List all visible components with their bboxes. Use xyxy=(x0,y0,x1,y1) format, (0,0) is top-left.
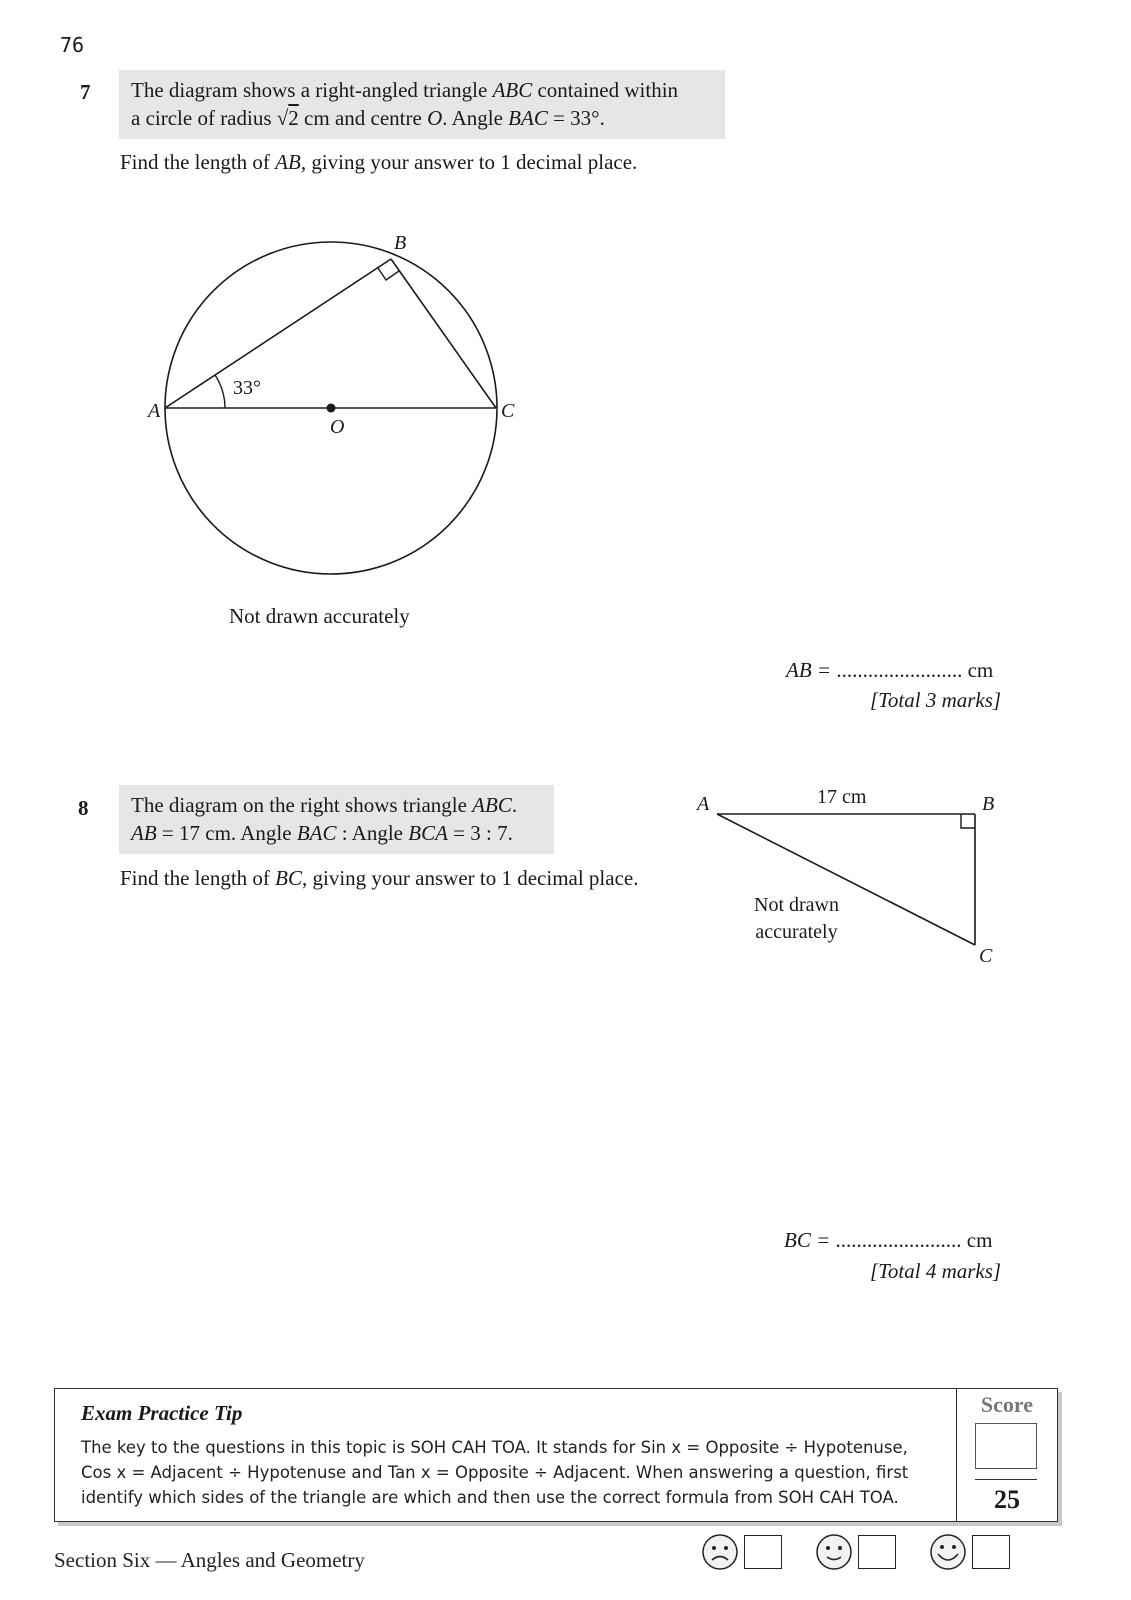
score-input-box[interactable] xyxy=(975,1423,1037,1469)
tip-line-1: The key to the questions in this topic is SOH CAH TOA. It stands for Sin x = Opposite ÷ Hypotenuse, xyxy=(81,1438,908,1457)
sad-face-icon xyxy=(700,1532,740,1572)
question-7-instruction xyxy=(120,150,637,175)
neutral-face-icon xyxy=(814,1532,854,1572)
question-7-answer-line xyxy=(786,658,993,683)
text-italic: ABC xyxy=(472,793,512,817)
label-b: B xyxy=(394,232,407,254)
text: , giving your answer to 1 decimal place. xyxy=(300,150,638,174)
question-7-number: 7 xyxy=(80,80,91,104)
text-italic: BAC xyxy=(508,106,548,130)
question-8-box-line-1 xyxy=(131,791,542,819)
tip-body xyxy=(81,1435,941,1510)
happy-rating-checkbox[interactable] xyxy=(972,1535,1010,1569)
label-a: A xyxy=(148,400,161,422)
label-b: B xyxy=(982,793,995,815)
text-italic: BCA xyxy=(408,821,448,845)
question-7-box-line-2 xyxy=(131,104,713,132)
question-8-instruction xyxy=(120,866,638,891)
score-total: 25 xyxy=(994,1485,1020,1514)
right-angle-marker xyxy=(961,814,975,828)
neutral-rating-checkbox[interactable] xyxy=(858,1535,896,1569)
text-italic: ABC xyxy=(492,78,533,102)
side-ab xyxy=(165,259,391,408)
question-8-number: 8 xyxy=(78,796,89,820)
text-italic: BC xyxy=(275,866,302,890)
side-length-label: 17 cm xyxy=(817,786,867,808)
score-column xyxy=(956,1389,1057,1521)
text: . Angle xyxy=(442,106,509,130)
note-line-2: accurately xyxy=(755,921,838,943)
answer-label: AB = xyxy=(786,658,837,682)
happy-face-icon xyxy=(928,1532,968,1572)
exam-practice-tip-box xyxy=(54,1388,1058,1522)
answer-blank[interactable]: ........................ xyxy=(835,1228,962,1252)
answer-unit: cm xyxy=(961,1228,993,1252)
angle-label: 33° xyxy=(233,377,261,399)
text: Find the length of xyxy=(120,866,276,890)
question-8-answer-line xyxy=(784,1228,992,1253)
text: a circle of radius xyxy=(131,106,277,130)
side-bc xyxy=(391,259,496,408)
tip-title: Exam Practice Tip xyxy=(81,1401,243,1425)
text-italic: BAC xyxy=(296,821,337,845)
question-8-box-line-2 xyxy=(131,819,542,847)
question-8-box xyxy=(119,785,554,854)
text: Find the length of xyxy=(120,150,276,174)
answer-blank[interactable]: ........................ xyxy=(836,658,963,682)
text: , giving your answer to 1 decimal place. xyxy=(302,866,639,890)
text: The diagram shows a right-angled triangle xyxy=(131,78,493,102)
tip-line-3: identify which sides of the triangle are which and then use the correct formula from SOH CAH TOA. xyxy=(81,1488,899,1507)
label-c: C xyxy=(979,945,993,967)
answer-unit: cm xyxy=(962,658,994,682)
not-drawn-accurately-note: Not drawn accurately xyxy=(229,604,410,628)
text-italic: O xyxy=(427,106,443,130)
text: = 17 cm. Angle xyxy=(156,821,297,845)
label-c: C xyxy=(501,400,515,422)
answer-label: BC = xyxy=(784,1228,836,1252)
label-a: A xyxy=(697,793,710,815)
question-7-box-line-1 xyxy=(131,76,713,104)
question-7-total: [Total 3 marks] xyxy=(870,688,1002,712)
angle-arc xyxy=(215,375,225,408)
text: = 3 : 7. xyxy=(447,821,513,845)
text: : Angle xyxy=(336,821,409,845)
text: The diagram on the right shows triangle xyxy=(131,793,473,817)
page-number: 76 xyxy=(60,33,85,57)
label-o: O xyxy=(330,416,345,438)
question-7-box xyxy=(119,70,725,139)
score-label: Score xyxy=(980,1392,1034,1417)
question-8-diagram xyxy=(700,800,1010,960)
tip-line-2: Cos x = Adjacent ÷ Hypotenuse and Tan x = Opposite ÷ Adjacent. When answering a question, first xyxy=(81,1463,909,1482)
note-line-1: Not drawn xyxy=(754,894,839,916)
question-8-total: [Total 4 marks] xyxy=(870,1259,1002,1283)
text-italic: AB xyxy=(131,821,157,845)
text: . xyxy=(511,793,518,817)
sad-rating-checkbox[interactable] xyxy=(744,1535,782,1569)
right-angle-marker xyxy=(378,268,399,280)
sqrt-symbol: √ xyxy=(276,106,289,130)
text: = 33°. xyxy=(547,106,605,130)
score-divider xyxy=(975,1479,1037,1480)
text-italic: AB xyxy=(275,150,301,174)
not-drawn-accurately-note xyxy=(754,892,839,946)
centre-point xyxy=(327,404,336,413)
text: contained within xyxy=(532,78,679,102)
section-footer: Section Six — Angles and Geometry xyxy=(54,1548,365,1572)
sqrt-radicand: 2 xyxy=(288,106,299,130)
text: cm and centre xyxy=(298,106,428,130)
